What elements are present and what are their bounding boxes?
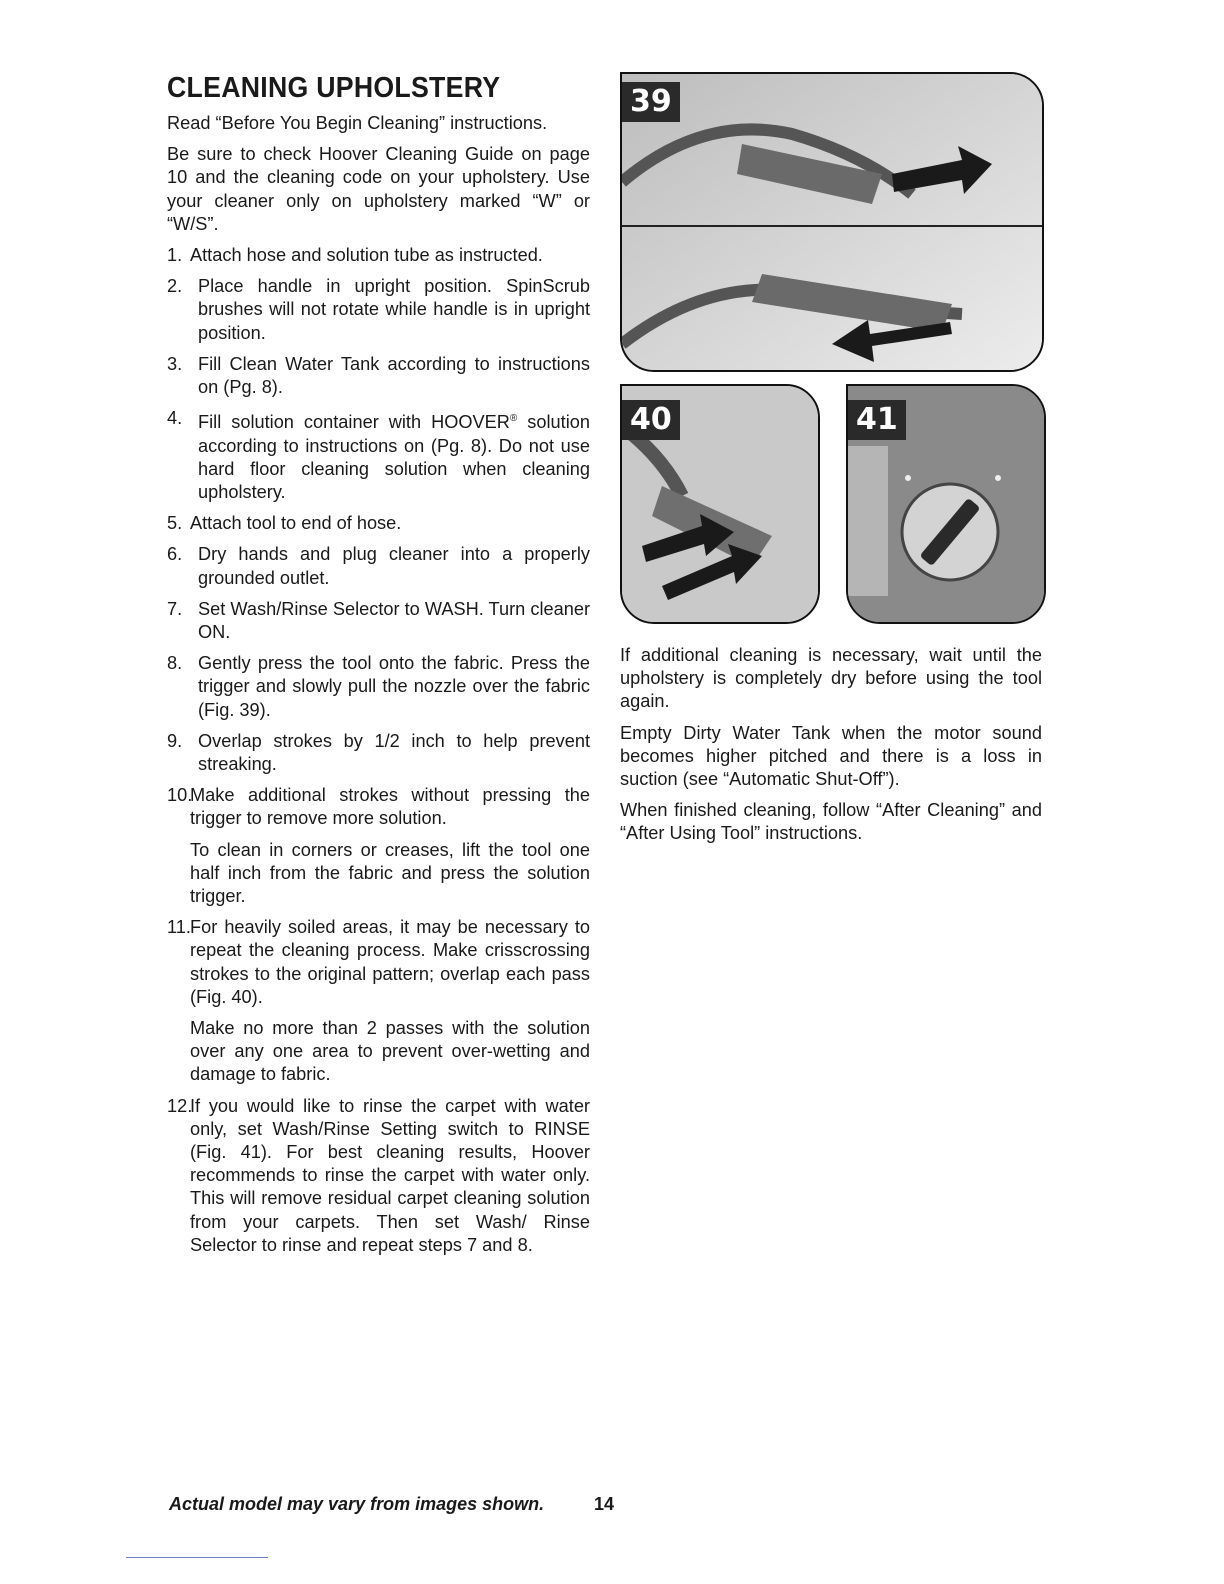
figure-41 [846,384,1046,624]
step-item: 5. Attach tool to end of hose. [167,513,402,534]
step-item: 1. Attach hose and solution tube as instructed. [167,245,543,266]
step-item: 6. Dry hands and plug cleaner into a properly grounded outlet. [167,544,590,588]
step-note: Make no more than 2 passes with the solution over any one area to prevent over-wetting and damage to fabric. [190,1017,590,1085]
intro-paragraph: Be sure to check Hoover Cleaning Guide on page 10 and the cleaning code on your upholstery. Use your cleaner only on upholstery marked “W” or “W/S”. [167,144,590,234]
footer-rule [126,1557,268,1558]
step-note: To clean in corners or creases, lift the tool one half inch from the fabric and press the solution trigger. [190,839,590,906]
figure-label: 41 [848,400,906,440]
intro-paragraph: Read “Before You Begin Cleaning” instructions. [167,113,548,133]
step-item: 8. Gently press the tool onto the fabric. Press the trigger and slowly pull the nozzle over the fabric (Fig. 39). [167,653,590,720]
step-item: 3. Fill Clean Water Tank according to instructions on (Pg. 8). [167,353,590,398]
step-item: 4. Fill solution container with HOOVER® solution according to instructions on (Pg. 8). Do not use hard floor cleaning solution when cleaning upholstery. [167,408,590,502]
step-item: 9. Overlap strokes by 1/2 inch to help prevent streaking. [167,730,590,774]
right-column [620,644,1042,854]
right-paragraph: If additional cleaning is necessary, wait until the upholstery is completely dry before using the tool again. [620,645,1042,712]
step-item: 11. For heavily soiled areas, it may be necessary to repeat the cleaning process. Make crisscrossing strokes to the original pattern; overlap each pass (Fig. 40). [167,917,590,1007]
step-item: 10. Make additional strokes without pressing the trigger to remove more solution. [167,785,590,829]
page-number: 14 [594,1494,615,1514]
left-column [167,72,590,1265]
figure-39 [620,72,1044,372]
right-paragraph: Empty Dirty Water Tank when the motor sound becomes higher pitched and there is a loss in suction (see “Automatic Shut-Off”). [620,722,1042,790]
figure-label: 39 [622,82,680,122]
figure-label: 40 [622,400,680,440]
figure-40 [620,384,820,624]
right-paragraph: When finished cleaning, follow “After Cleaning” and “After Using Tool” instructions. [620,800,1042,844]
step-item: 7. Set Wash/Rinse Selector to WASH. Turn cleaner ON. [167,598,590,642]
footer-disclaimer: Actual model may vary from images shown. [169,1494,545,1514]
step-item: 12. If you would like to rinse the carpet with water only, set Wash/Rinse Setting switch to RINSE (Fig. 41). For best cleaning results, Hoover recommends to rinse the carpet with water only. This will remove residual carpet cleaning solution from your carpets. Then set Wash/ Rinse Selector to rinse and repeat steps 7 and 8. [167,1095,590,1255]
step-item: 2. Place handle in upright position. SpinScrub brushes will not rotate while handle is in upright position. [167,276,590,343]
figure-39-illustration [622,74,1042,370]
page-title: CLEANING UPHOLSTERY [167,72,501,104]
registered-mark: ® [509,413,518,425]
